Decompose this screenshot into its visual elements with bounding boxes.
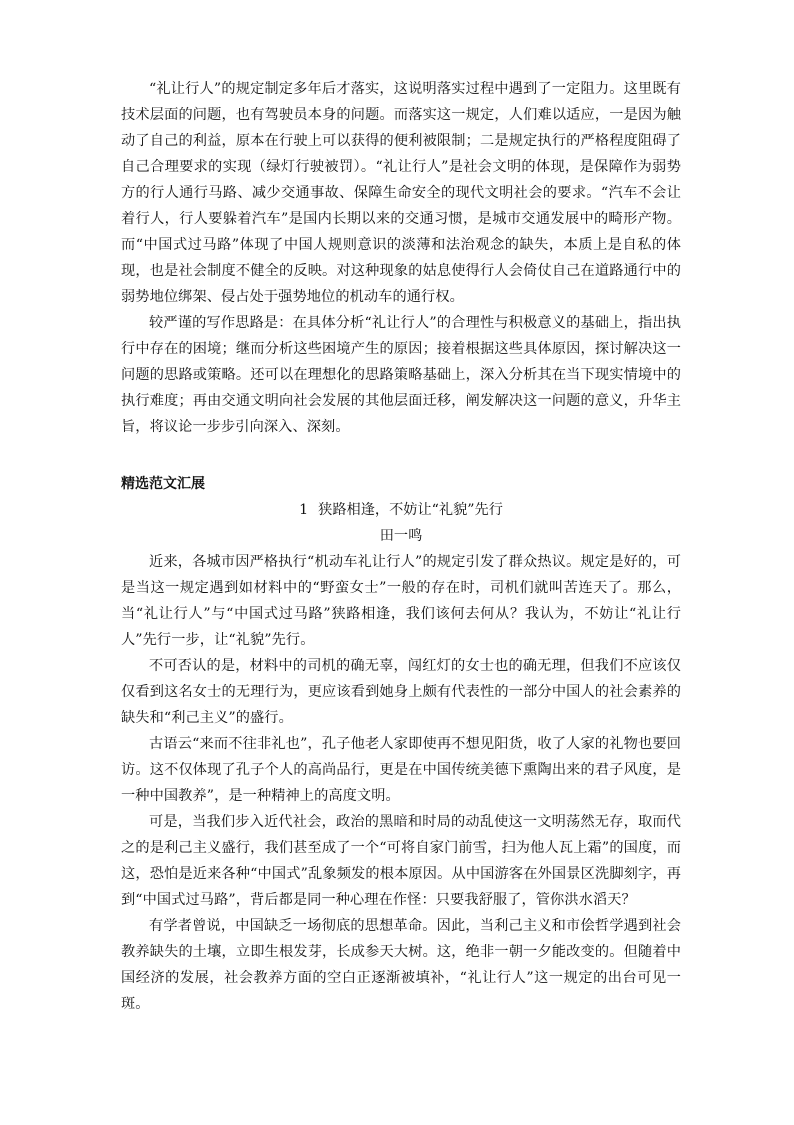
essay-title-text: 狭路相逢，不妨让“礼貌”先行 bbox=[318, 502, 503, 518]
document-page bbox=[121, 76, 681, 1017]
section-title: 精选范文汇展 bbox=[121, 476, 205, 492]
intro-paragraph-2: 较严谨的写作思路是：在具体分析“礼让行人”的合理性与积极意义的基础上，指出执行中存在的困境；继而分析这些困境产生的原因；接着根据这些具体原因，探讨解决这一问题的思路或策略。还可以在理想化的思路策略基础上，深入分析其在当下现实情境中的执行难度；再由交通文明向社会发展的其他层面迁移，阐发解决这一问题的意义，升华主旨，将议论一步步引向深入、深刻。 bbox=[121, 315, 681, 435]
intro-paragraph-1: “礼让行人”的规定制定多年后才落实，这说明落实过程中遇到了一定阻力。这里既有技术层面的问题，也有驾驶员本身的问题。而落实这一规定，人们难以适应，一是因为触动了自己的利益，原本在行驶上可以获得的便利被限制；二是规定执行的严格程度阻碍了自己合理要求的实现（绿灯行驶被罚）。“礼让行人”是社会文明的体现，是保障作为弱势方的行人通行马路、减少交通事故、保障生命安全的现代文明社会的要求。“汽车不会让着行人，行人要躲着汽车”是国内长期以来的交通习惯，是城市交通发展中的畸形产物。而“中国式过马路”体现了中国人规则意识的淡薄和法治观念的缺失，本质上是自私的体现，也是社会制度不健全的反映。对这种现象的姑息使得行人会倚仗自己在道路通行中的弱势地位绑架、侵占处于强势地位的机动车的通行权。 bbox=[121, 81, 681, 305]
essay-paragraph-3: 古语云“来而不往非礼也”，孔子他老人家即使再不想见阳货，收了人家的礼物也要回访。这不仅体现了孔子个人的高尚品行，更是在中国传统美德下熏陶出来的君子风度，是一种中国教养”，是一种精神上的高度文明。 bbox=[121, 736, 681, 804]
essay-number: 1 bbox=[299, 502, 309, 518]
essay-author: 田一鸣 bbox=[379, 528, 423, 544]
section-gap bbox=[121, 440, 681, 471]
essay-paragraph-4: 可是，当我们步入近代社会，政治的黑暗和时局的动乱使这一文明荡然无存，取而代之的是利己主义盛行，我们甚至成了一个“可将自家门前雪，扫为他人瓦上霜”的国度，而这，恐怕是近来各种“中国式”乱象频发的根本原因。从中国游客在外国景区洗脚刻字，再到“中国式过马路”，背后都是同一种心理在作怪：只要我舒服了，管你洪水滔天？ bbox=[121, 814, 681, 908]
essay-paragraph-2: 不可否认的是，材料中的司机的确无辜，闯红灯的女士也的确无理，但我们不应该仅仅看到这名女士的无理行为，更应该看到她身上颇有代表性的一部分中国人的社会素养的缺失和“利己主义”的盛行。 bbox=[121, 658, 681, 726]
essay-title bbox=[121, 497, 681, 523]
essay-paragraph-1: 近来，各城市因严格执行“机动车礼让行人”的规定引发了群众热议。规定是好的，可是当这一规定遇到如材料中的“野蛮女士”一般的存在时，司机们就叫苦连天了。那么，当“礼让行人”与“中国式过马路”狭路相逢，我们该何去何从？我认为，不妨让“礼让行人”先行一步，让“礼貌”先行。 bbox=[121, 554, 681, 648]
essay-paragraph-5: 有学者曾说，中国缺乏一场彻底的思想革命。因此，当利己主义和市侩哲学遇到社会教养缺失的土壤，立即生根发芽，长成参天大树。这，绝非一朝一夕能改变的。但随着中国经济的发展，社会教养方面的空白正逐渐被填补，“礼让行人”这一规定的出台可见一斑。 bbox=[121, 918, 681, 1012]
